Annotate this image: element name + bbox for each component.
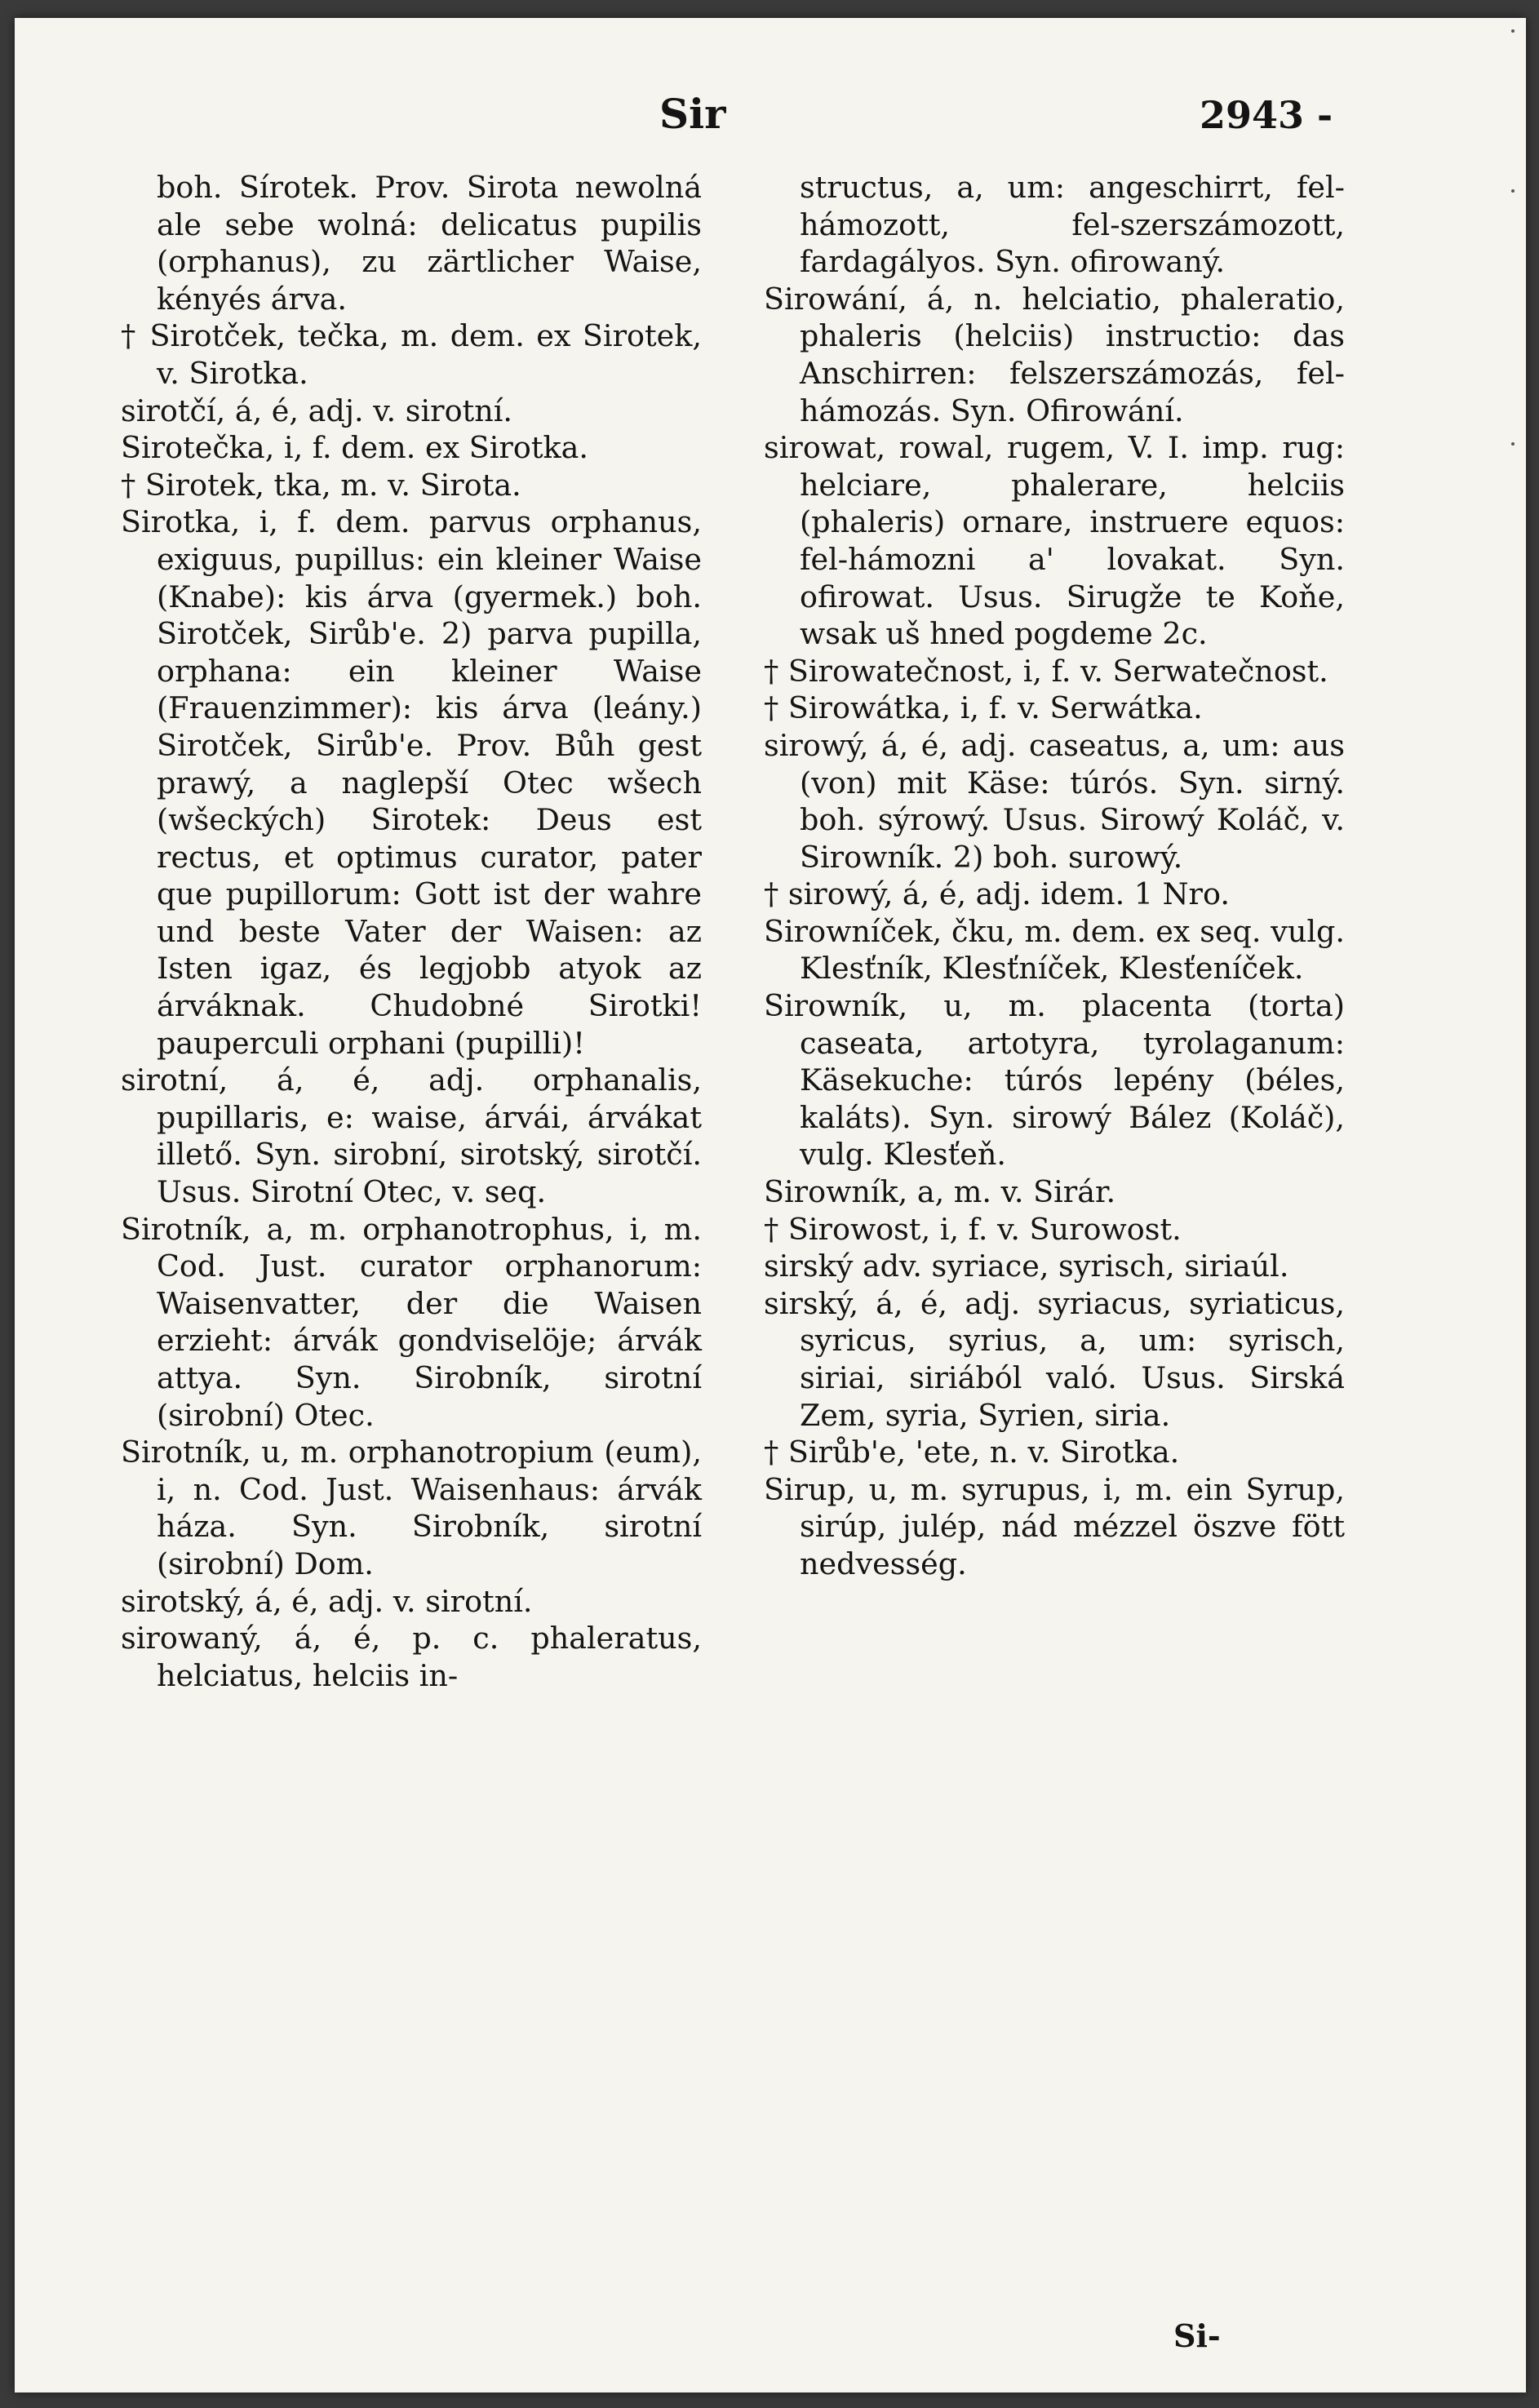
- dictionary-entry: † Sirotek, tka, m. v. Sirota.: [121, 467, 521, 503]
- left-column: [121, 169, 702, 1694]
- dictionary-entry: Sirotečka, i, f. dem. ex Sirotka.: [121, 430, 589, 466]
- page-edge-mark: [1511, 442, 1515, 446]
- dictionary-entry: sirský, á, é, adj. syriacus, syriaticus, syricus, syrius, a, um: syrisch, siriai, siriából való. Usus. Sirská Zem, syria, Syrien, siria.: [764, 1285, 1345, 1433]
- catchword: Si-: [1173, 2317, 1221, 2354]
- dictionary-entry: Sirowání, á, n. helciatio, phaleratio, phaleris (helciis) instructio: das Anschirren: felszerszámozás, fel-hámozás. Syn. Ofirowání.: [764, 281, 1345, 428]
- right-column: [764, 169, 1345, 1583]
- dictionary-entry: † Sirotček, tečka, m. dem. ex Sirotek, v. Sirotka.: [121, 318, 702, 391]
- dictionary-entry: Sirup, u, m. syrupus, i, m. ein Syrup, sirúp, julép, nád mézzel öszve fött nedvesség.: [764, 1471, 1345, 1581]
- dictionary-entry: sirský adv. syriace, syrisch, siriaúl.: [764, 1248, 1289, 1284]
- dictionary-entry: Sirotník, u, m. orphanotropium (eum), i, n. Cod. Just. Waisenhaus: árvák háza. Syn. Sirobník, sirotní (sirobní) Dom.: [121, 1435, 702, 1581]
- dictionary-entry: Sirowník, a, m. v. Sirár.: [764, 1174, 1116, 1210]
- dictionary-entry: † Sirowatečnost, i, f. v. Serwatečnost.: [764, 653, 1328, 689]
- dictionary-entry: Sirowník, u, m. placenta (torta) caseata, artotyra, tyrolaganum: Käsekuche: túrós lepény (béles, kaláts). Syn. sirowý Bález (Koláč), vulg. Klesťeň.: [764, 988, 1345, 1173]
- page-number: 2943 -: [1200, 93, 1333, 137]
- dictionary-entry: sirotský, á, é, adj. v. sirotní.: [121, 1583, 533, 1619]
- dictionary-entry: † Sirowost, i, f. v. Surowost.: [764, 1211, 1182, 1247]
- dictionary-entry: sirotčí, á, é, adj. v. sirotní.: [121, 392, 513, 428]
- dictionary-entry: sirotní, á, é, adj. orphanalis, pupillaris, e: waise, árvái, árvákat illető. Syn. sirobní, sirotský, sirotčí. Usus. Sirotní Otec, v. seq.: [121, 1062, 702, 1210]
- dictionary-entry: sirowat, rowal, rugem, V. I. imp. rug: helciare, phalerare, helciis (phaleris) ornare, instruere equos: fel-hámozni a' lovakat. Syn. ofirowat. Usus. Sirugže te Koňe, wsak uš hned pogdeme 2c.: [764, 430, 1345, 652]
- dictionary-entry: structus, a, um: angeschirrt, fel-hámozott, fel-szerszámozott, fardagályos. Syn. ofirowaný.: [800, 170, 1345, 280]
- dictionary-entry: sirowý, á, é, adj. caseatus, a, um: aus (von) mit Käse: túrós. Syn. sirný. boh. sýrowý. Usus. Sirowý Koláč, v. Sirowník. 2) boh. surowý.: [764, 727, 1345, 875]
- dictionary-entry: † Sirůb'e, 'ete, n. v. Sirotka.: [764, 1435, 1180, 1470]
- dictionary-entry: boh. Sírotek. Prov. Sirota newolná ale sebe wolná: delicatus pupilis (orphanus), zu zärtlicher Waise, kényés árva.: [157, 170, 702, 317]
- page-edge-mark: [1511, 29, 1515, 33]
- page-edge-mark: [1511, 189, 1515, 193]
- dictionary-entry: Sirotník, a, m. orphanotrophus, i, m. Cod. Just. curator orphanorum: Waisenvatter, der die Waisen erzieht: árvák gondviselöje; árvák attya. Syn. Sirobník, sirotní (sirobní) Otec.: [121, 1211, 702, 1433]
- running-header-word: Sir: [659, 90, 726, 138]
- dictionary-page: [15, 18, 1526, 2392]
- dictionary-entry: Sirotka, i, f. dem. parvus orphanus, exiguus, pupillus: ein kleiner Waise (Knabe): kis árva (gyermek.) boh. Sirotček, Sirůb'e. 2) parva pupilla, orphana: ein kleiner Waise (Frauenzimmer): kis árva (leány.) Sirotček, Sirůb'e. Prov. Bůh gest prawý, a naglepší Otec wšech (wšeckých) Sirotek: Deus est rectus, et optimus curator, pater que pupillorum: Gott ist der wahre und beste Vater der Waisen: az Isten igaz, és legjobb atyok az árváknak. Chudobné Sirotki! pauperculi orphani (pupilli)!: [121, 504, 702, 1061]
- dictionary-entry: sirowaný, á, é, p. c. phaleratus, helciatus, helciis in-: [121, 1621, 702, 1693]
- dictionary-entry: † sirowý, á, é, adj. idem. 1 Nro.: [764, 876, 1230, 912]
- dictionary-entry: Sirowníček, čku, m. dem. ex seq. vulg. Klesťník, Klesťníček, Klesťeníček.: [764, 913, 1345, 987]
- dictionary-entry: † Sirowátka, i, f. v. Serwátka.: [764, 690, 1203, 726]
